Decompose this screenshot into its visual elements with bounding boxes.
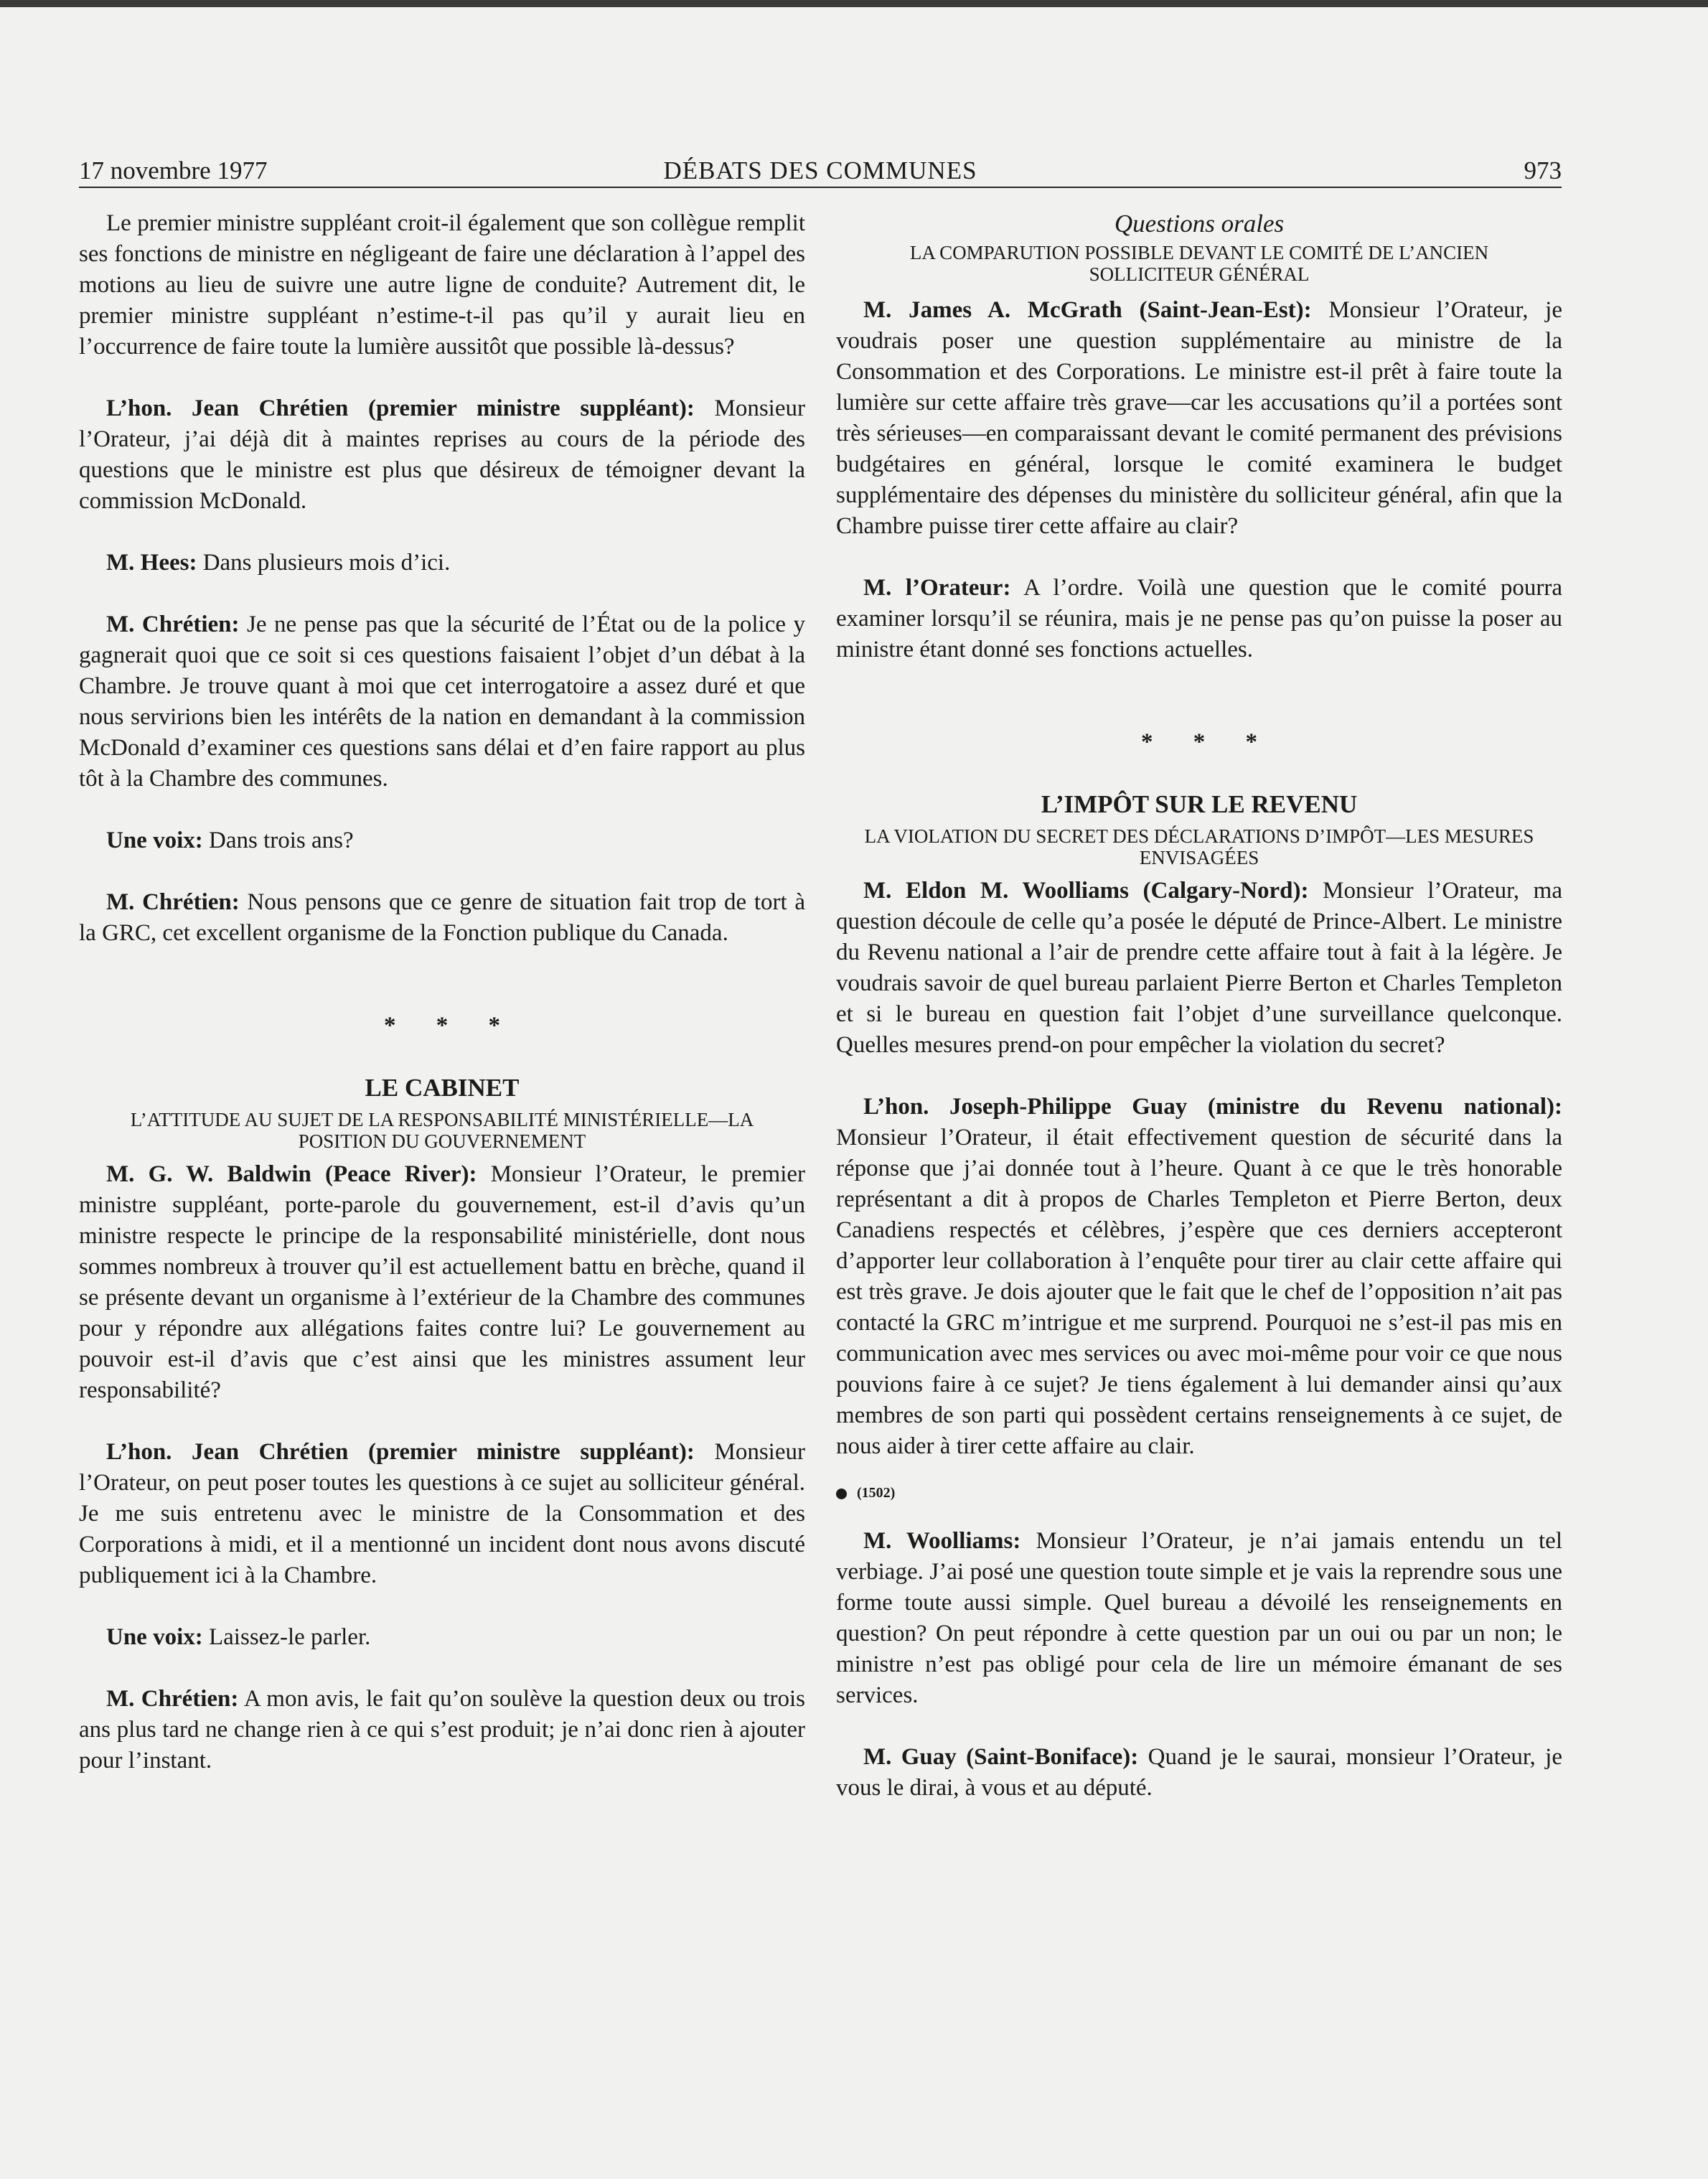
subsection-heading: L’ATTITUDE AU SUJET DE LA RESPONSABILITÉ MINISTÉRIELLE—LA POSITION DU GOUVERNEMENT: [130, 1109, 754, 1152]
speech: Monsieur l’Orateur, je n’ai jamais entendu un tel verbiage. J’ai posé une question toute simple et je vais la reprendre sous une forme toute aussi simple. Quel bureau a dévoilé les renseignements en question? On peut répondre à cette question par un oui ou par un non; le ministre n’est pas obligé pour cela de lire un mémoire émanant de ses services.: [836, 1528, 1563, 1708]
paragraph: [836, 295, 1562, 542]
paragraph: [79, 887, 805, 949]
speech: A l’ordre. Voilà une question que le comité pourra examiner lorsqu’il se réunira, mais je ne pense pas qu’on puisse la poser au ministre étant donné ses fonctions actuelles.: [836, 575, 1562, 662]
subsection-heading: LA COMPARUTION POSSIBLE DEVANT LE COMITÉ DE L’ANCIEN SOLLICITEUR GÉNÉRAL: [909, 242, 1489, 285]
section-separator: * * *: [1141, 729, 1275, 755]
paragraph: [79, 1622, 805, 1653]
speaker: M. Eldon M. Woolliams (Calgary-Nord):: [863, 878, 1309, 904]
paragraph: [836, 876, 1562, 1061]
rubric-heading: Questions orales: [1114, 210, 1285, 238]
speech: Quand je le saurai, monsieur l’Orateur, je vous le dirai, à vous et au député.: [836, 1744, 1562, 1801]
paragraph: [79, 1437, 805, 1591]
page-number: 973: [1524, 156, 1562, 184]
speech: Dans trois ans?: [202, 828, 354, 853]
paragraph: [836, 1526, 1562, 1711]
paragraph: [79, 1684, 805, 1776]
section-heading: LE CABINET: [365, 1074, 520, 1102]
speech: Monsieur l’Orateur, je voudrais poser une question supplémentaire au ministre de la Consommation et des Corporations. Le ministre est-il prêt à faire toute la lumière sur cette affaire très grave—car les accusations qu’il a portées sont très sérieuses—en comparaissant devant le comité permanent des prévisions budgétaires en général, lorsque le comité examinera le budget supplémentaire des dépenses du ministère du solliciteur général, afin que la Chambre puisse tirer cette affaire au clair?: [836, 297, 1562, 539]
speech: Dans plusieurs mois d’ici.: [197, 550, 451, 576]
speaker: L’hon. Jean Chrétien (premier ministre suppléant):: [106, 1439, 695, 1465]
time-marker-label: (1502): [857, 1485, 896, 1501]
speaker: M. James A. McGrath (Saint-Jean-Est):: [863, 297, 1312, 323]
paragraph: [79, 1159, 805, 1406]
speaker: M. Chrétien:: [106, 611, 240, 637]
right-column: [836, 208, 1562, 1804]
paragraph: [79, 825, 805, 856]
speech: Je ne pense pas que la sécurité de l’État ou de la police y gagnerait quoi que ce soit si ces questions faisaient l’objet d’un débat à la Chambre. Je trouve quant à moi que cet interrogatoire a assez duré et que nous servirions bien les intérêts de la nation en demandant à la commission McDonald d’examiner ces questions sans délai et d’en faire rapport au plus tôt à la Chambre des communes.: [79, 611, 805, 792]
subsection-heading: LA VIOLATION DU SECRET DES DÉCLARATIONS D’IMPÔT—LES MESURES ENVISAGÉES: [864, 825, 1534, 868]
speech: Monsieur l’Orateur, il était effectivement question de sécurité dans la réponse que j’ai donnée tout à l’heure. Quant à ce que le très honorable représentant a dit à propos de Charles Templeton et Pierre Berton, deux Canadiens respectés et célèbres, j’espère que ces derniers accepteront d’apporter leur collaboration à l’enquête pour tirer au clair cette affaire qui est très grave. Je dois ajouter que le fait que le chef de l’opposition n’ait pas contacté la GRC m’intrigue et me surprend. Pourquoi ne s’est-il pas mis en communication avec mes services ou avec moi-même pour voir ce que nous pouvions faire à ce sujet? Je tiens également à lui demander ainsi qu’aux membres de son parti qui possèdent certains renseignements à ce sujet, de nous aider à tirer cette affaire au clair.: [836, 1125, 1562, 1459]
page-header: [79, 152, 1562, 188]
paragraph: [79, 393, 805, 517]
speaker: M. Hees:: [106, 550, 197, 576]
speaker: L’hon. Joseph-Philippe Guay (ministre du Revenu national):: [863, 1094, 1562, 1120]
paragraph: [79, 609, 805, 795]
header-title: DÉBATS DES COMMUNES: [663, 156, 977, 184]
left-column: [79, 208, 805, 1776]
paragraph: [836, 573, 1562, 665]
speaker: Une voix:: [106, 828, 203, 853]
speech: Nous pensons que ce genre de situation fait trop de tort à la GRC, cet excellent organisme de la Fonction publique du Canada.: [79, 889, 805, 946]
speaker: M. Guay (Saint-Boniface):: [863, 1744, 1139, 1770]
speaker: M. Woolliams:: [863, 1528, 1021, 1554]
speech: Monsieur l’Orateur, on peut poser toutes les questions à ce sujet au solliciteur général. Je me suis entretenu avec le ministre de la Consommation et des Corporations à midi, et il a mentionné un incident dont nous avons discuté publiquement ici à la Chambre.: [79, 1439, 805, 1588]
speaker: M. Chrétien:: [106, 1686, 239, 1712]
speech: Laissez-le parler.: [202, 1624, 371, 1650]
paragraph: [79, 548, 805, 578]
paragraph: [836, 1742, 1562, 1804]
scan-edge: [0, 0, 1708, 7]
section-separator: * * *: [384, 1013, 517, 1039]
section-heading: L’IMPÔT SUR LE REVENU: [1041, 790, 1358, 818]
header-date: 17 novembre 1977: [79, 156, 268, 184]
time-marker: [836, 1478, 1562, 1509]
speaker: M. G. W. Baldwin (Peace River):: [106, 1161, 477, 1187]
paragraph: [836, 1092, 1562, 1462]
speech: Monsieur l’Orateur, le premier ministre suppléant, porte-parole du gouvernement, est-il d’avis qu’un ministre respecte le principe de la responsabilité ministérielle, dont nous sommes nombreux à trouver qu’il est actuellement battu en brèche, quand il se présente devant un organisme à l’extérieur de la Chambre des communes pour y répondre aux allégations faites contre lui? Le gouvernement au pouvoir est-il d’avis que c’est ainsi que les ministres assument leur responsabilité?: [79, 1161, 806, 1403]
speech: A mon avis, le fait qu’on soulève la question deux ou trois ans plus tard ne change rien à ce qui s’est produit; je n’ai donc rien à ajouter pour l’instant.: [79, 1686, 805, 1773]
speaker: M. Chrétien:: [106, 889, 240, 915]
speaker: L’hon. Jean Chrétien (premier ministre suppléant):: [106, 395, 695, 421]
speech: Monsieur l’Orateur, j’ai déjà dit à maintes reprises au cours de la période des questions que le ministre est plus que désireux de témoigner devant la commission McDonald.: [79, 395, 805, 514]
speaker: M. l’Orateur:: [863, 575, 1011, 601]
paragraph: Le premier ministre suppléant croit-il également que son collègue remplit ses fonctions de ministre en négligeant de faire une déclaration à l’appel des motions au lieu de suivre une autre ligne de conduite? Autrement dit, le premier ministre suppléant n’estime-t-il pas qu’il y aurait lieu en l’occurrence de faire toute la lumière aussitôt que possible là-dessus?: [79, 210, 805, 360]
speech: Monsieur l’Orateur, ma question découle de celle qu’a posée le député de Prince-Albert. Le ministre du Revenu national a l’air de prendre cette affaire tout à fait à la légère. Je voudrais savoir de quel bureau parlaient Pierre Berton et Charles Templeton et si le bureau en question fait l’objet d’une surveillance quelconque. Quelles mesures prend-on pour empêcher la violation du secret?: [836, 878, 1562, 1058]
speaker: Une voix:: [106, 1624, 203, 1650]
bullet-icon: [836, 1489, 847, 1499]
